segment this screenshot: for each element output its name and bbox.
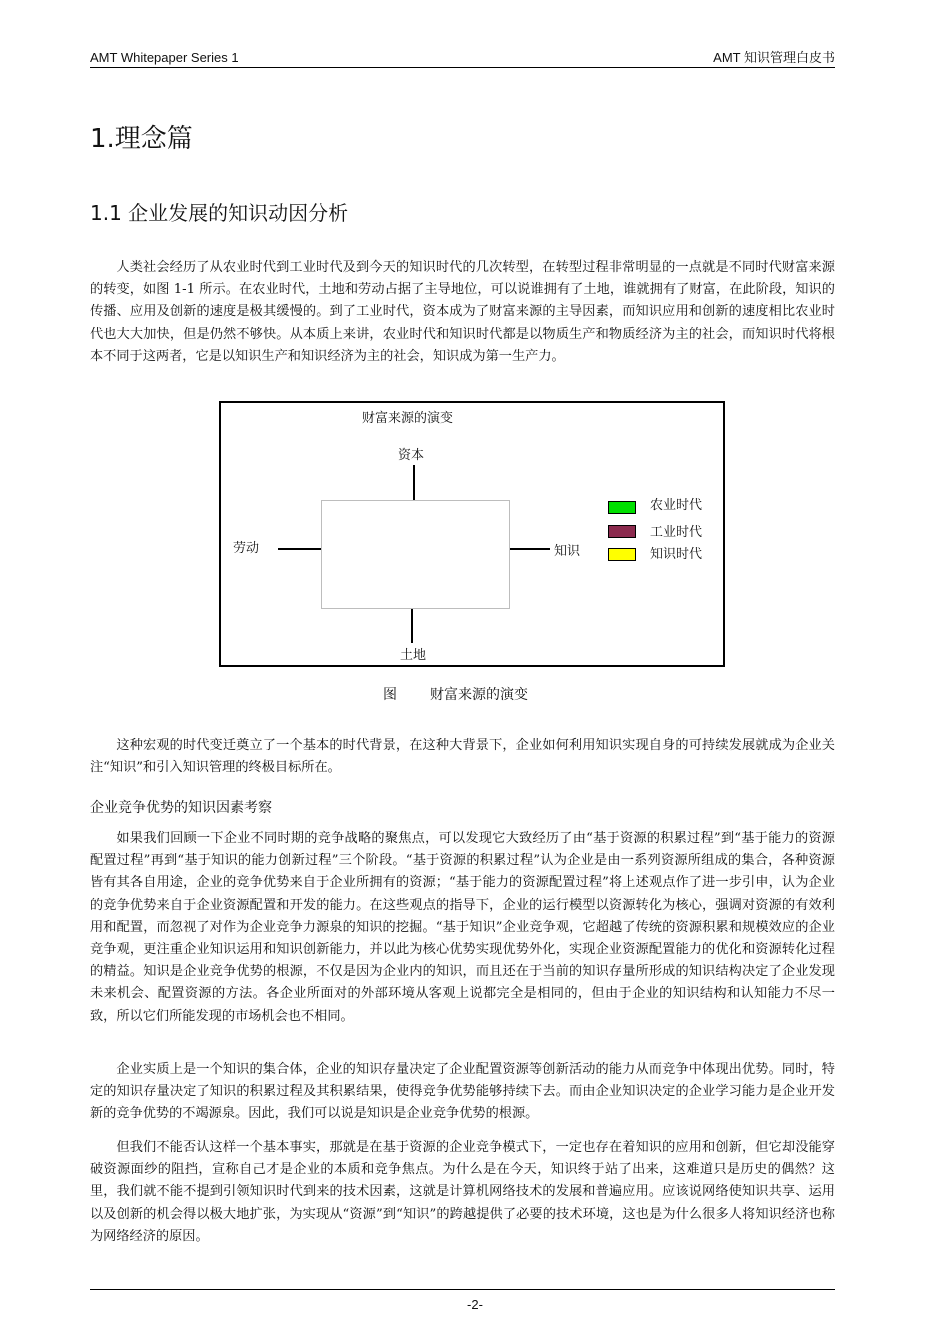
axis-line-capital	[413, 465, 415, 500]
wealth-source-figure	[219, 401, 725, 667]
chapter-title: 1.理念篇	[90, 124, 193, 154]
paragraph-knowledge-collection: 企业实质上是一个知识的集合体，企业的知识存量决定了企业配置资源等创新活动的能力从而竞争中体现出优势。同时，特定的知识存量决定了知识的积累过程及其积累结果，使得竞争优势能够持续下去。而由企业知识决定的企业学习能力是企业开发新的竞争优势的不竭源泉。因此，我们可以说是知识是企业竞争优势的根源。	[90, 1062, 835, 1122]
paragraph-network-technology: 但我们不能否认这样一个基本事实，那就是在基于资源的企业竞争模式下，一定也存在着知识的应用和创新，但它却没能穿破资源面纱的阻挡，宣称自己才是企业的本质和竞争焦点。为什么是在今天，知识终于站了出来，这难道只是历史的偶然？这里，我们就不能不提到引领知识时代到来的技术因素，这就是计算机网络技术的发展和普遍应用。应该说网络使知识共享、运用以及创新的机会得以极大地扩张，为实现从“资源”到“知识”的跨越提供了必要的技术环境，这也是为什么很多人将知识经济也称为网络经济的原因。	[90, 1140, 835, 1244]
figure-title: 财富来源的演变	[362, 411, 454, 426]
legend-swatch-industrial	[608, 525, 636, 538]
axis-line-land	[411, 608, 413, 643]
legend-swatch-knowledge	[608, 548, 636, 561]
header-title: AMT 知识管理白皮书	[713, 50, 835, 65]
footer-rule	[90, 1289, 835, 1290]
axis-label-knowledge: 知识	[554, 544, 581, 559]
axis-label-land: 土地	[400, 648, 427, 663]
header-rule	[90, 67, 835, 68]
page-number: -2-	[467, 1297, 483, 1312]
axis-label-capital: 资本	[398, 448, 425, 463]
axis-label-labor: 劳动	[233, 541, 260, 556]
paragraph-intro: 人类社会经历了从农业时代到工业时代及到今天的知识时代的几次转型，在转型过程非常明显的一点就是不同时代财富来源的转变，如图 1-1 所示。在农业时代，土地和劳动占据了主导地位，可以说谁拥有了土地，谁就拥有了财富，在此阶段，知识的传播、应用及创新的速度是极其缓慢的。到了工业时代，资本成为了财富来源的主导因素，而知识应用和创新的速度相比农业时代也大大加快，但是仍然不够快。从本质上来讲，农业时代和知识时代都是以物质生产和物质经济为主的社会，而知识时代将根本不同于这两者，它是以知识生产和知识经济为主的社会，知识成为第一生产力。	[90, 260, 835, 364]
axis-line-labor	[278, 548, 321, 550]
legend-label-knowledge: 知识时代	[650, 547, 703, 562]
legend-label-agricultural: 农业时代	[650, 498, 703, 513]
figure-caption-text: 财富来源的演变	[430, 687, 528, 703]
paragraph-strategy-stages: 如果我们回顾一下企业不同时期的竞争战略的聚焦点，可以发现它大致经历了由“基于资源的积累过程”到“基于能力的资源配置过程”再到“基于知识的能力创新过程”三个阶段。“基于资源的积累过程”认为企业是由一系列资源所组成的集合，各种资源皆有其各自用途，企业的竞争优势来自于企业所拥有的资源；“基于能力的资源配置过程”将上述观点作了进一步引申，认为企业的竞争优势来自于企业资源配置和开发的能力。在这些观点的指导下，企业的运行模型以资源转化为核心，强调对资源的有效利用和配置，而忽视了对作为企业竞争力源泉的知识的挖掘。“基于知识”企业竞争观，它超越了传统的资源积累和规模效应的企业竞争观，更注重企业知识运用和知识创新能力，并以此为核心优势实现优势外化，实现企业资源配置能力的优化和资源转化过程的精益。知识是企业竞争优势的根源，不仅是因为企业内的知识，而且还在于当前的知识存量所形成的知识结构决定了企业发现未来机会、配置资源的方法。各企业所面对的外部环境从客观上说都完全是相同的，但由于企业的知识结构和认知能力不尽一致，所以它们所能发现的市场机会也不相同。	[90, 831, 835, 1024]
header-series: AMT Whitepaper Series 1	[90, 50, 239, 65]
center-box	[321, 500, 510, 609]
paragraph-background: 这种宏观的时代变迁奠立了一个基本的时代背景，在这种大背景下，企业如何利用知识实现自身的可持续发展就成为企业关注“知识”和引入知识管理的终极目标所在。	[90, 738, 835, 776]
section-title: 1.1 企业发展的知识动因分析	[90, 201, 349, 225]
legend-swatch-agricultural	[608, 501, 636, 514]
figure-caption-prefix: 图	[383, 687, 397, 703]
page-header	[90, 50, 835, 66]
axis-line-knowledge	[509, 548, 550, 550]
subheading-competitive-advantage: 企业竞争优势的知识因素考察	[90, 800, 272, 816]
legend-label-industrial: 工业时代	[650, 525, 703, 540]
